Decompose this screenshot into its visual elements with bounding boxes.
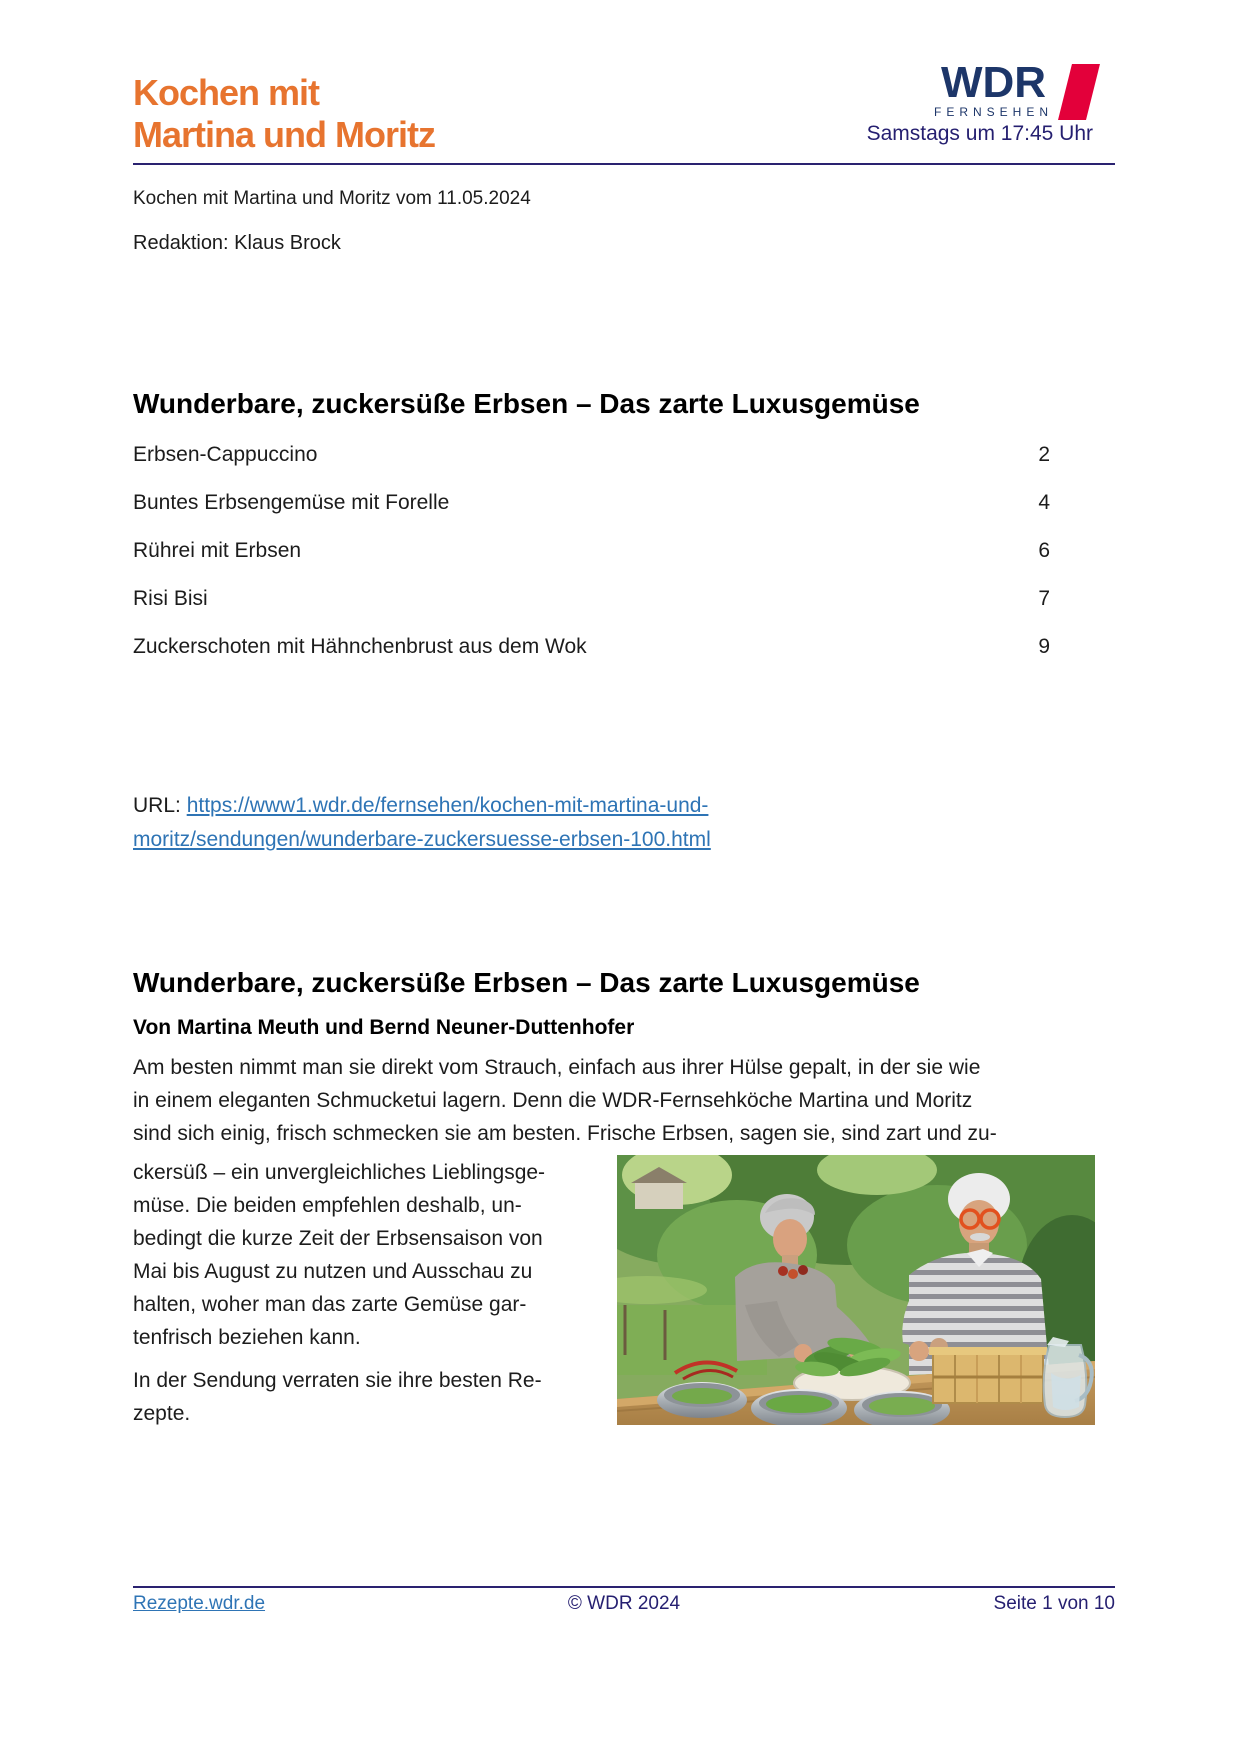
article-title: Wunderbare, zuckersüße Erbsen – Das zarte Luxusgemüse [133, 967, 920, 998]
toc-item-page: 2 [1038, 443, 1050, 466]
toc-item[interactable] [133, 491, 1110, 515]
toc-item-page: 9 [1038, 635, 1050, 658]
wdr-logo [866, 58, 1093, 146]
toc-item-label: Rührei mit Erbsen [133, 539, 302, 562]
intro-line: Am besten nimmt man sie direkt vom Strauch, einfach aus ihrer Hülse gepalt, in der sie wie [133, 1056, 981, 1079]
toc-item[interactable] [133, 587, 1110, 611]
article-url-link[interactable]: https://www1.wdr.de/fernsehen/kochen-mit-martina-und- moritz/sendungen/wunderbare-zuckersuesse-erbsen-100.html [133, 794, 711, 851]
footer-site-link[interactable]: Rezepte.wdr.de [133, 1593, 266, 1614]
footer-divider [133, 1586, 1115, 1588]
toc-item-label: Risi Bisi [133, 587, 208, 610]
show-title [133, 72, 435, 156]
body-line: zepte. [133, 1402, 191, 1425]
body-line: ckersüß – ein unvergleichliches Lieblingsge- [133, 1161, 546, 1184]
body-line: tenfrisch beziehen kann. [133, 1326, 361, 1349]
toc-item-page: 4 [1038, 491, 1050, 514]
toc-item-label: Zuckerschoten mit Hähnchenbrust aus dem Wok [133, 635, 587, 658]
body-line: halten, woher man das zarte Gemüse gar- [133, 1293, 527, 1316]
header-divider [133, 163, 1115, 165]
url-label: URL: [133, 794, 187, 817]
intro-line: in einem eleganten Schmucketui lagern. Denn die WDR-Fernsehköche Martina und Moritz [133, 1089, 973, 1112]
footer-copyright: © WDR 2024 [567, 1593, 681, 1614]
episode-date-line: Kochen mit Martina und Moritz vom 11.05.2024 [133, 188, 531, 209]
toc-item[interactable] [133, 443, 1110, 467]
toc-item-label: Buntes Erbsengemüse mit Forelle [133, 491, 450, 514]
show-title-line1: Kochen mit [133, 72, 320, 113]
body-line: Mai bis August zu nutzen und Ausschau zu [133, 1260, 533, 1283]
show-title-line2: Martina und Moritz [133, 114, 435, 155]
article-byline: Von Martina Meuth und Bernd Neuner-Duttenhofer [133, 1016, 635, 1039]
toc-item-page: 7 [1038, 587, 1050, 610]
body-line: müse. Die beiden empfehlen deshalb, un- [133, 1194, 522, 1217]
toc-title: Wunderbare, zuckersüße Erbsen – Das zarte Luxusgemüse [133, 388, 920, 419]
toc-item-label: Erbsen-Cappuccino [133, 443, 318, 466]
toc-item[interactable] [133, 635, 1110, 659]
article-photo [617, 1155, 1095, 1425]
toc-item[interactable] [133, 539, 1110, 563]
body-line: In der Sendung verraten sie ihre besten Re- [133, 1369, 542, 1392]
wdr-logo-text: WDR [940, 58, 1047, 107]
toc-item-page: 6 [1038, 539, 1050, 562]
body-line: bedingt die kurze Zeit der Erbsensaison von [133, 1227, 543, 1250]
article-body-paragraph2 [133, 1364, 542, 1430]
footer-page-number: Seite 1 von 10 [993, 1593, 1115, 1614]
editor-line: Redaktion: Klaus Brock [133, 232, 341, 254]
url-paragraph [133, 789, 711, 857]
intro-line: sind sich einig, frisch schmecken sie am besten. Frische Erbsen, sagen sie, sind zart und zu- [133, 1122, 997, 1145]
article-body-column [133, 1156, 603, 1354]
article-intro [133, 1051, 997, 1150]
broadcast-time: Samstags um 17:45 Uhr [866, 122, 1093, 145]
wdr-fernsehen-label: FERNSEHEN [933, 105, 1053, 119]
wdr-slash-icon [1058, 64, 1100, 120]
